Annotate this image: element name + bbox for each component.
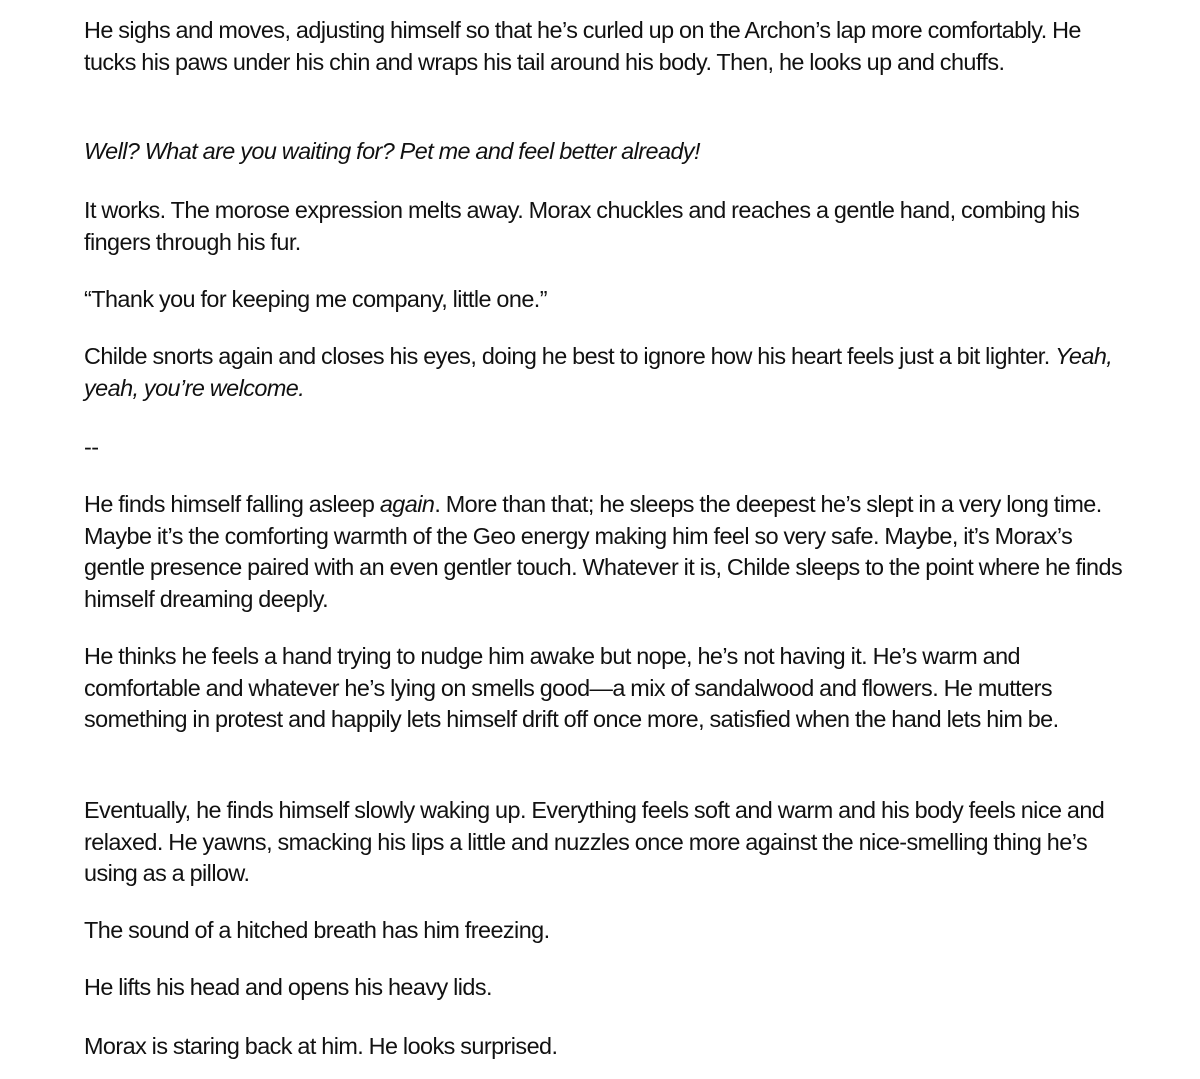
paragraph-6-text-a: He finds himself falling asleep xyxy=(84,491,380,517)
paragraph-10-text: He lifts his head and opens his heavy lids. xyxy=(84,974,492,1000)
paragraph-7 xyxy=(84,641,1124,736)
paragraph-5 xyxy=(84,341,1124,404)
paragraph-9 xyxy=(84,915,1124,947)
paragraph-2 xyxy=(84,136,1124,168)
paragraph-3 xyxy=(84,195,1124,258)
paragraph-10 xyxy=(84,972,1124,1004)
paragraph-8 xyxy=(84,795,1124,890)
paragraph-6-text-b: . More than that; he sleeps the deepest he’s slept in a very long time. Maybe it’s the comforting warmth of the Geo energy making him feel so very safe. Maybe, it’s Morax’s gentle presence paired with an even gentler touch. Whatever it is, Childe sleeps to the point where he finds himself dreaming deeply. xyxy=(84,491,1123,612)
paragraph-1-text: He sighs and moves, adjusting himself so that he’s curled up on the Archon’s lap more comfortably. He tucks his paws under his chin and wraps his tail around his body. Then, he looks up and chuffs. xyxy=(84,17,1081,75)
paragraph-7-text: He thinks he feels a hand trying to nudge him awake but nope, he’s not having it. He’s warm and comfortable and whatever he’s lying on smells good—a mix of sandalwood and flowers. He mutters something in protest and happily lets himself drift off once more, satisfied when the hand lets him be. xyxy=(84,643,1059,732)
paragraph-5-italic-text: Yeah, yeah, you’re welcome. xyxy=(84,343,1113,401)
paragraph-8-text: Eventually, he finds himself slowly waking up. Everything feels soft and warm and his body feels nice and relaxed. He yawns, smacking his lips a little and nuzzles once more against the nice-smelling thing he’s using as a pillow. xyxy=(84,797,1105,886)
section-divider-text: -- xyxy=(84,434,99,460)
paragraph-11 xyxy=(84,1031,1124,1063)
paragraph-6-italic-text: again xyxy=(379,491,435,517)
section-divider xyxy=(84,432,1124,464)
paragraph-1 xyxy=(84,15,1124,78)
paragraph-2-italic-text: Well? What are you waiting for? Pet me and feel better already! xyxy=(84,138,700,164)
paragraph-3-text: It works. The morose expression melts away. Morax chuckles and reaches a gentle hand, combing his fingers through his fur. xyxy=(84,197,1080,255)
paragraph-4 xyxy=(84,284,1124,316)
paragraph-5-text: Childe snorts again and closes his eyes, doing he best to ignore how his heart feels just a bit lighter. xyxy=(84,343,1056,369)
paragraph-6 xyxy=(84,489,1124,615)
paragraph-4-text: “Thank you for keeping me company, little one.” xyxy=(84,286,547,312)
paragraph-11-text: Morax is staring back at him. He looks surprised. xyxy=(84,1033,558,1059)
paragraph-9-text: The sound of a hitched breath has him freezing. xyxy=(84,917,550,943)
